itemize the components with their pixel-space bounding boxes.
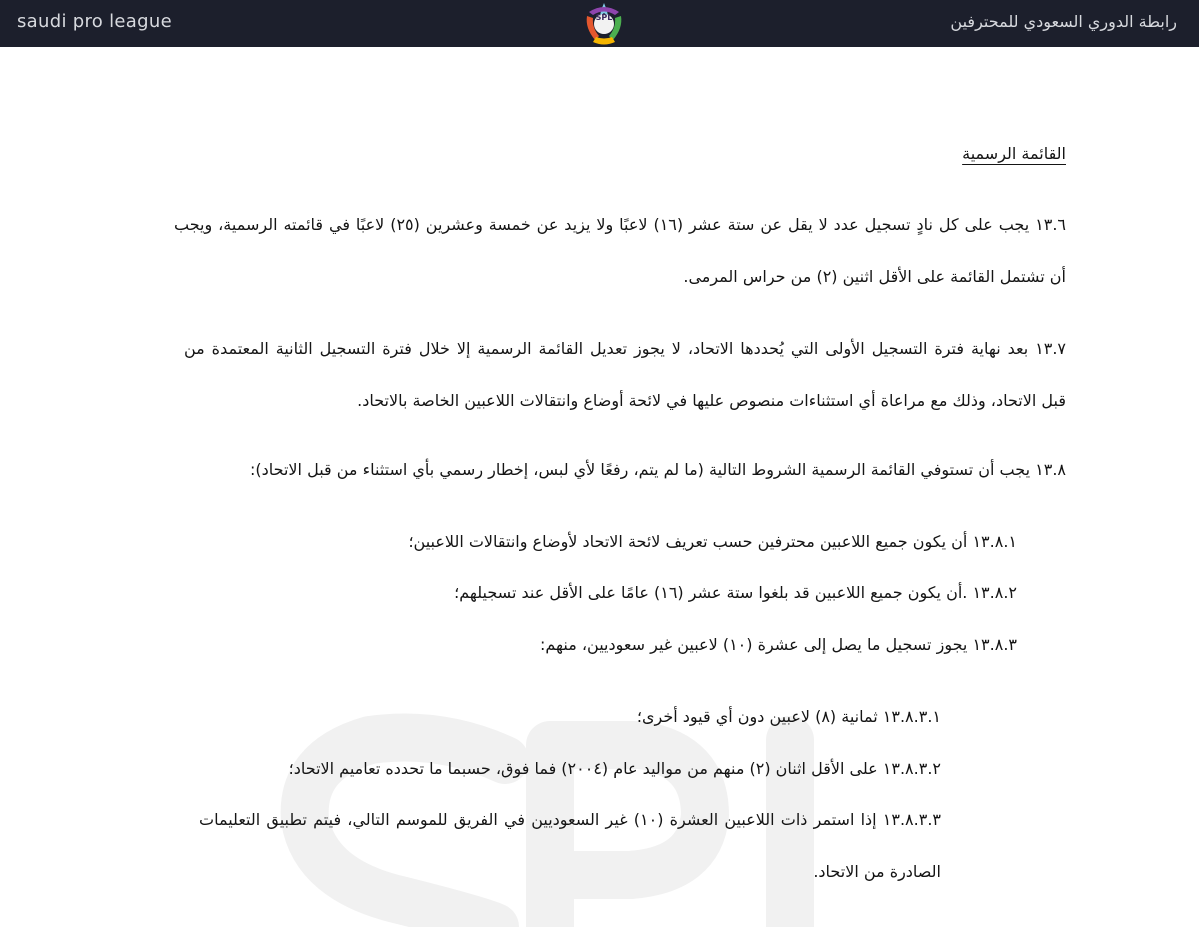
clause-13-8-3-3-line-1 [199, 809, 941, 831]
clause-13-8-3-2: ١٣.٨.٣.٢ على الأقل اثنان (٢) منهم من مواليد عام (٢٠٠٤) فما فوق، حسبما ما تحدده تعاميم الاتحاد؛ [288, 759, 941, 778]
clause-13-8: ١٣.٨ يجب أن تستوفي القائمة الرسمية الشروط التالية (ما لم يتم، رفعًا لأي لبس، إخطار رسمي بأي استثناء من قبل الاتحاد): [250, 460, 1066, 479]
clause-13-8-3: ١٣.٨.٣ يجوز تسجيل ما يصل إلى عشرة (١٠) لاعبين غير سعوديين، منهم: [539, 635, 1017, 654]
clause-13-7-text-1: ١٣.٧ بعد نهاية فترة التسجيل الأولى التي يُحددها الاتحاد، لا يجوز تعديل القائمة الرسمية إلا خلال فترة التسجيل الثانية المعتمدة من [184, 339, 1066, 358]
section-heading: القائمة الرسمية [962, 144, 1066, 163]
clause-13-8-1: ١٣.٨.١ أن يكون جميع اللاعبين محترفين حسب تعريف لائحة الاتحاد لأوضاع وانتقالات اللاعبين؛ [408, 532, 1017, 551]
clause-13-7-line-2: قبل الاتحاد، وذلك مع مراعاة أي استثناءات منصوص عليها في لائحة أوضاع وانتقالات اللاعبين الخاصة بالاتحاد. [357, 391, 1066, 410]
logo-text: SPL [595, 13, 613, 22]
clause-13-8-2: ١٣.٨.٢ .أن يكون جميع اللاعبين قد بلغوا ستة عشر (١٦) عامًا على الأقل عند تسجيلهم؛ [454, 583, 1017, 602]
clause-13-7-line-1 [184, 338, 1066, 360]
clause-13-8-3-1: ١٣.٨.٣.١ ثمانية (٨) لاعبين دون أي قيود أخرى؛ [636, 707, 941, 726]
clause-13-8-3-3-line-2: الصادرة من الاتحاد. [813, 862, 941, 881]
brand-name-ar[interactable]: رابطة الدوري السعودي للمحترفين [950, 12, 1177, 31]
brand-name-en[interactable]: saudi pro league [17, 11, 172, 32]
top-bar [0, 0, 1199, 47]
clause-13-8-3-3-text-1: ١٣.٨.٣.٣ إذا استمر ذات اللاعبين العشرة (١٠) غير السعوديين في الفريق للموسم التالي، فيتم تطبيق التعليمات [199, 810, 942, 829]
spl-logo-graphic [577, 0, 631, 46]
clause-13-6-line-1 [174, 214, 1066, 236]
spl-logo-icon[interactable] [577, 0, 631, 46]
clause-13-6-line-2: أن تشتمل القائمة على الأقل اثنين (٢) من حراس المرمى. [683, 267, 1066, 286]
document-body [0, 47, 1199, 927]
clause-13-6-text-1: ١٣.٦ يجب على كل نادٍ تسجيل عدد لا يقل عن ستة عشر (١٦) لاعبًا ولا يزيد عن خمسة وعشرين (٢٥) لاعبًا في قائمته الرسمية، ويجب [174, 215, 1066, 234]
